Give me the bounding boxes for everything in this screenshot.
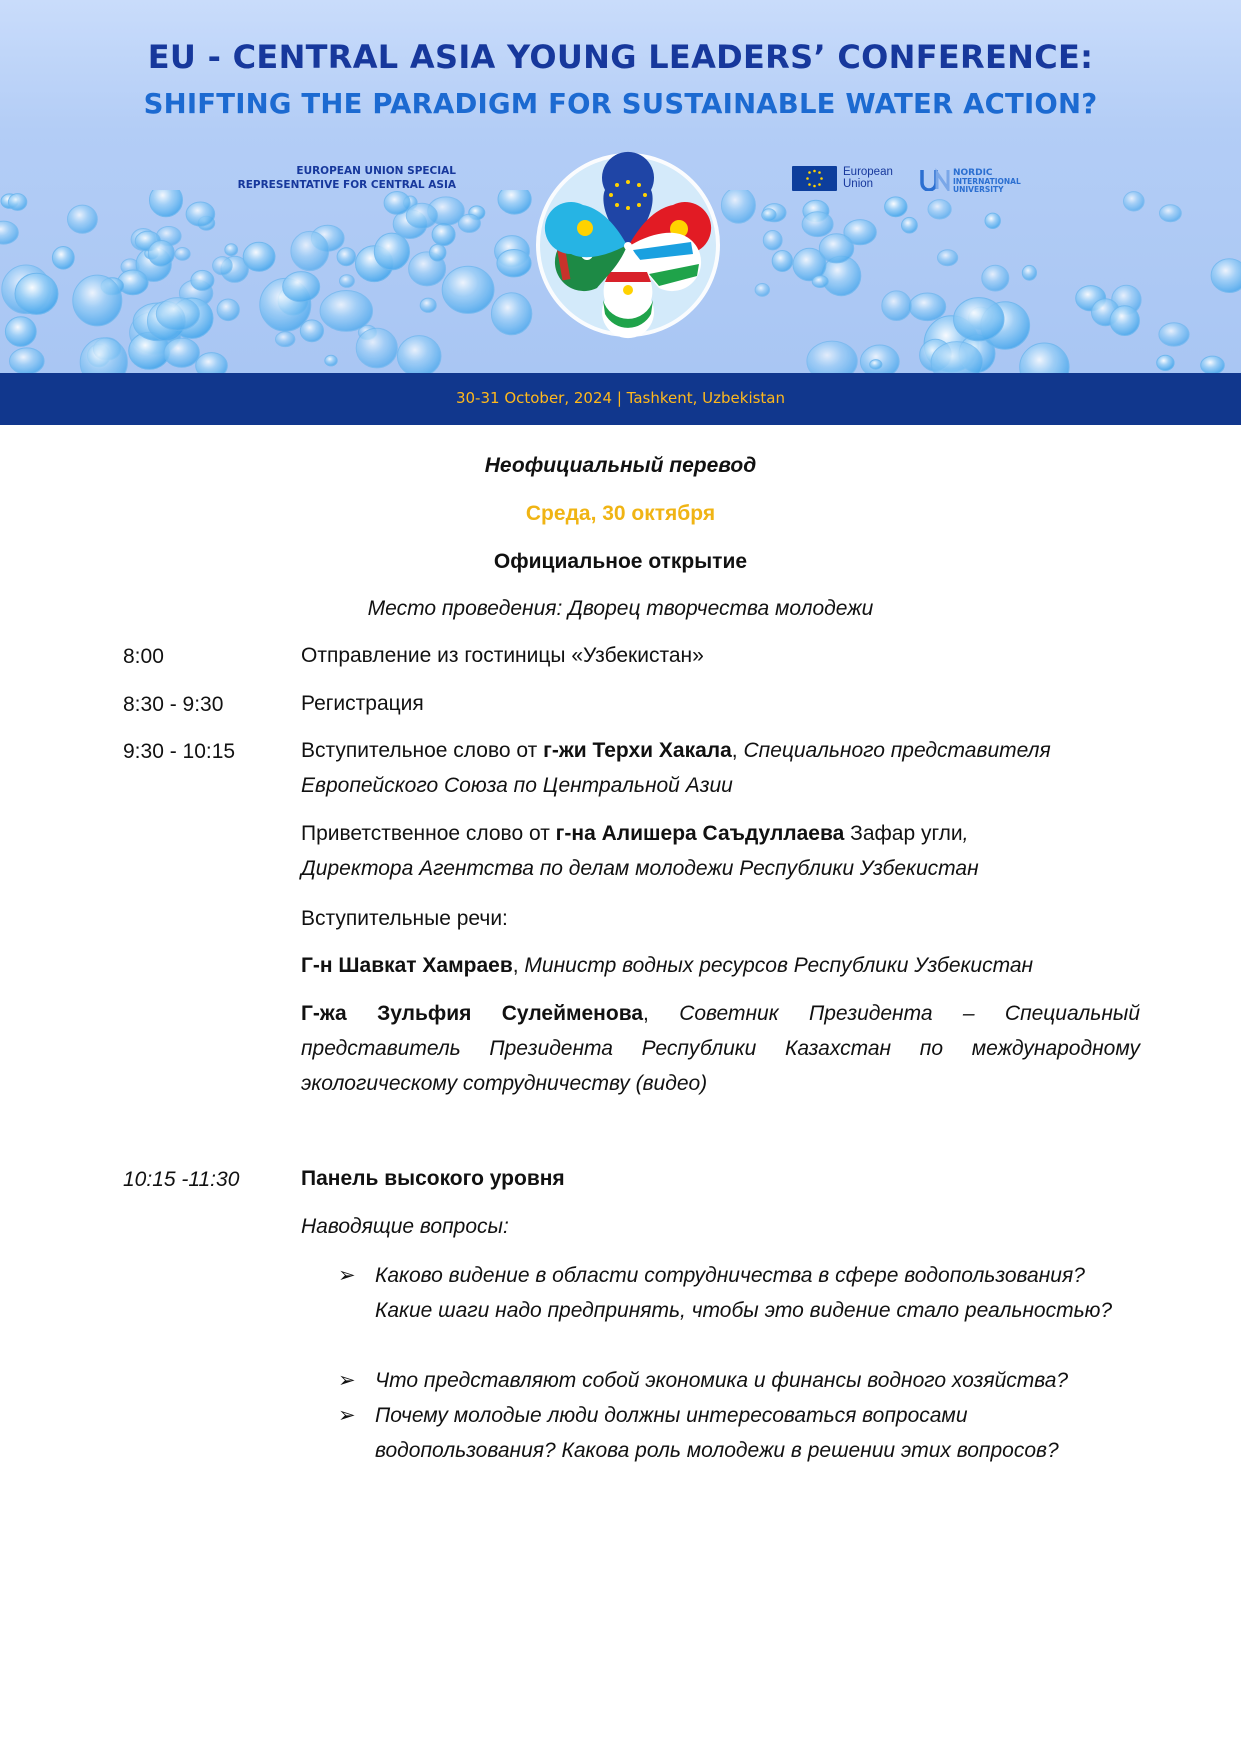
nu-label-line-1: NORDIC [953,168,993,178]
question-1-text: Каково видение в области сотрудничества в сфере водопользования? Какие шаги надо предпринять, чтобы это видение стало реальностью? [375,1264,1113,1322]
opening-address [301,733,1141,803]
agenda-time-3: 9:30 - 10:15 [123,740,236,763]
eu-label [843,166,893,190]
welcome-prefix: Приветственное слово от [301,822,556,845]
nu-label [953,169,1021,194]
question-2-text: Что представляют собой экономика и финансы водного хозяйства? [375,1369,1069,1392]
question-3 [339,1398,1139,1468]
panel-title: Панель высокого уровня [301,1167,565,1190]
speaker-1-role: Министр водных ресурсов Республики Узбекистан [524,954,1034,977]
bullet-arrow-icon: ➢ [338,1369,356,1392]
welcome-sep: , [962,822,969,845]
eu-label-line-1: European [843,166,893,178]
conference-dates: 30-31 October, 2024 | Tashkent, Uzbekistan [455,389,786,407]
eusr-line-2: REPRESENTATIVE FOR CENTRAL ASIA [237,179,456,191]
welcome-speaker-role: Директора Агентства по делам молодежи Республики Узбекистан [301,857,979,880]
nu-label-line-3: UNIVERSITY [953,185,1004,194]
speeches-label: Вступительные речи: [301,907,508,930]
welcome-suffix: Зафар угли [844,822,963,845]
translation-note: Неофициальный перевод [484,454,757,477]
speaker-1-name: Г-н Шавкат Хамраев [301,954,513,977]
opening-speaker-role-1: Специального представителя [743,739,1051,762]
opening-prefix: Вступительное слово от [301,739,544,762]
bullet-arrow-icon: ➢ [338,1264,356,1287]
venue: Место проведения: Дворец творчества молодежи [367,597,874,620]
speaker-2-sep: , [643,1002,680,1025]
opening-speaker-name: г-жи Терхи Хакала [543,739,732,762]
agenda-text-2: Регистрация [301,692,424,715]
speaker-2-name: Г-жа Зульфия Сулейменова [301,1002,644,1025]
eu-flag-icon [792,166,837,191]
bullet-arrow-icon: ➢ [338,1404,356,1427]
question-3-text: Почему молодые люди должны интересоваться вопросами водопользования? Какова роль молодежи в решении этих вопросов? [375,1404,1059,1462]
question-2 [339,1363,1139,1398]
nu-logo-icon [920,167,950,191]
welcome-speaker-name: г-на Алишера Саъдуллаева [555,822,845,845]
nu-label-line-2: INTERNATIONAL [953,177,1021,186]
speaker-2-role: Советник Президента – Специальный представитель Президента Республики Казахстан по международному экологическому сотрудничеству (видео) [301,1002,1141,1095]
speaker-1 [301,948,1141,983]
conference-title: EU - CENTRAL ASIA YOUNG LEADERS’ CONFERENCE: [147,38,1094,76]
welcome-address [301,816,1141,886]
conference-banner [0,0,1241,373]
questions-label: Наводящие вопросы: [301,1215,509,1238]
agenda-text-1: Отправление из гостиницы «Узбекистан» [301,644,704,667]
eusr-line-1: EUROPEAN UNION SPECIAL [296,165,456,177]
agenda-time-2: 8:30 - 9:30 [123,693,224,716]
opening-sep: , [731,739,744,762]
conference-subtitle: SHIFTING THE PARADIGM FOR SUSTAINABLE WATER ACTION? [143,88,1098,120]
flags-emblem-icon [533,150,723,340]
agenda-time-4: 10:15 -11:30 [123,1168,240,1191]
eu-label-line-2: Union [843,178,874,190]
eusr-label [200,164,456,192]
section-title: Официальное открытие [493,550,748,573]
speaker-1-sep: , [512,954,525,977]
day-heading: Среда, 30 октября [525,502,716,525]
question-1 [339,1258,1139,1328]
speaker-2 [301,996,1140,1101]
opening-speaker-role-2: Европейского Союза по Центральной Азии [301,774,733,797]
agenda-time-1: 8:00 [123,645,164,668]
